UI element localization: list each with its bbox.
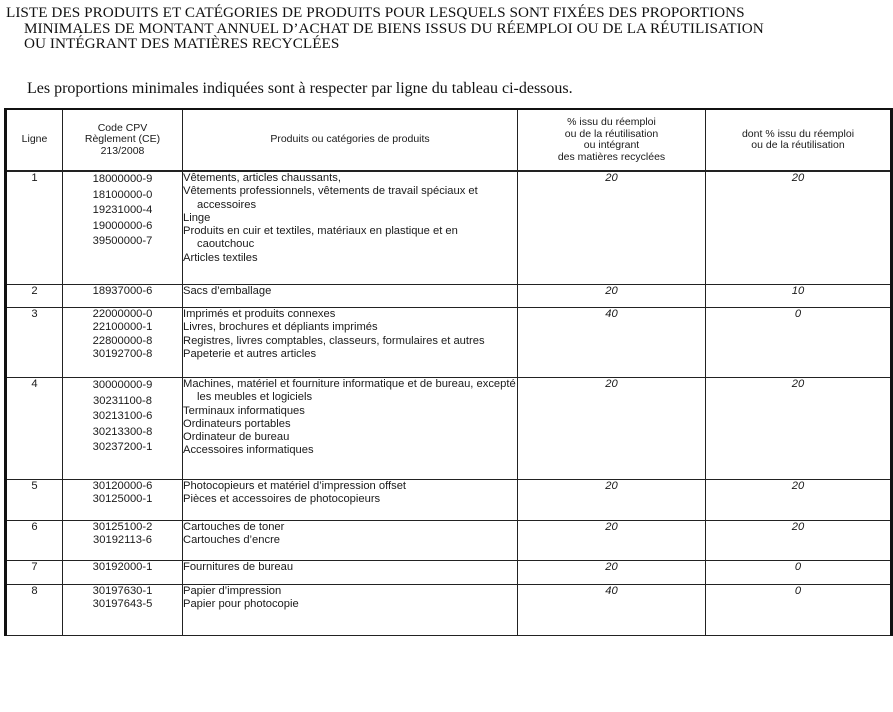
cell-pct-total: 20: [518, 480, 706, 521]
cell-codes: [63, 561, 183, 585]
product-item: Photocopieurs et matériel d’impression offset: [183, 480, 407, 492]
cell-codes: [63, 521, 183, 561]
cpv-code: 30213300-8: [92, 425, 153, 438]
cpv-code: 22000000-0: [92, 308, 153, 320]
cpv-code: 30237200-1: [92, 441, 153, 454]
cell-pct-reuse: 10: [706, 285, 892, 308]
table-row: [6, 521, 892, 561]
table-row: [6, 378, 892, 480]
cell-ligne: 2: [6, 285, 63, 308]
table-row: [6, 171, 892, 285]
header-line: ou de la réutilisation: [751, 139, 845, 151]
cell-pct-total: 20: [518, 285, 706, 308]
cpv-code: 22100000-1: [92, 321, 153, 334]
cpv-code: 30192000-1: [92, 561, 153, 573]
cpv-code: 30192113-6: [93, 534, 152, 547]
cpv-code: 19000000-6: [92, 219, 153, 232]
title-line: LISTE DES PRODUITS ET CATÉGORIES DE PRODUITS POUR LESQUELS SONT FIXÉES DES PROPORTIONS: [6, 4, 745, 21]
product-item: Pièces et accessoires de photocopieurs: [183, 493, 381, 506]
product-item: Papeterie et autres articles: [183, 347, 317, 360]
cpv-code: 30197643-5: [92, 598, 153, 611]
table-row: [6, 308, 892, 378]
product-item: Linge: [183, 211, 211, 224]
cpv-code: 30231100-8: [93, 394, 152, 407]
cell-pct-total: 20: [518, 521, 706, 561]
product-item: Machines, matériel et fourniture informatique et de bureau, excepté les meubles et logiciels: [183, 378, 516, 404]
product-item: Papier pour photocopie: [183, 598, 299, 611]
table-row: [6, 285, 892, 308]
cpv-code: 30000000-9: [92, 379, 153, 391]
cell-pct-reuse: 0: [706, 308, 892, 378]
product-item: Livres, brochures et dépliants imprimés: [183, 321, 378, 334]
cpv-code: 30120000-6: [92, 480, 153, 492]
cell-pct-total: 20: [518, 171, 706, 285]
cell-pct-reuse: 20: [706, 171, 892, 285]
cell-produits: [183, 171, 518, 285]
product-item: Vêtements professionnels, vêtements de travail spéciaux et accessoires: [183, 185, 478, 211]
cell-codes: [63, 378, 183, 480]
cell-pct-reuse: 0: [706, 561, 892, 585]
cpv-code: 30125100-2: [92, 521, 153, 533]
product-item: Cartouches d’encre: [183, 534, 281, 547]
cell-pct-reuse: 0: [706, 585, 892, 636]
table-row: [6, 585, 892, 636]
header-code-cpv: [63, 109, 183, 171]
title-line: MINIMALES DE MONTANT ANNUEL D’ACHAT DE BIENS ISSUS DU RÉEMPLOI OU DE LA RÉUTILISATION: [24, 19, 764, 37]
cell-ligne: 8: [6, 585, 63, 636]
cpv-code: 18000000-9: [92, 173, 153, 185]
header-produits: Produits ou catégories de produits: [183, 109, 518, 171]
cpv-code: 39500000-7: [92, 235, 153, 248]
header-pct-total: [518, 109, 706, 171]
cell-produits: [183, 308, 518, 378]
product-item: Ordinateur de bureau: [183, 431, 290, 444]
table-row: [6, 561, 892, 585]
cell-codes: [63, 480, 183, 521]
product-item: Accessoires informatiques: [183, 444, 314, 457]
products-table: [4, 108, 893, 636]
product-item: Fournitures de bureau: [183, 561, 294, 573]
cell-produits: [183, 561, 518, 585]
cpv-code: 18937000-6: [92, 285, 153, 297]
header-line: Code CPV: [97, 121, 148, 134]
product-item: Cartouches de toner: [183, 521, 285, 533]
cpv-code: 30197630-1: [92, 585, 153, 597]
cell-ligne: 3: [6, 308, 63, 378]
cell-produits: [183, 585, 518, 636]
cell-codes: [63, 585, 183, 636]
cell-pct-total: 40: [518, 585, 706, 636]
header-line: 213/2008: [100, 144, 145, 157]
cell-produits: [183, 480, 518, 521]
title-line: OU INTÉGRANT DES MATIÈRES RECYCLÉES: [24, 35, 340, 52]
cell-codes: [63, 285, 183, 308]
product-item: Imprimés et produits connexes: [183, 308, 336, 320]
document-title: [6, 5, 891, 52]
cpv-code: 30192700-8: [92, 347, 153, 360]
cell-ligne: 7: [6, 561, 63, 585]
product-item: Terminaux informatiques: [183, 404, 305, 417]
product-item: Sacs d’emballage: [183, 285, 272, 297]
cpv-code: 18100000-0: [92, 188, 153, 201]
cpv-code: 19231000-4: [92, 204, 153, 217]
header-row: [6, 109, 892, 171]
cell-ligne: 6: [6, 521, 63, 561]
cell-pct-total: 20: [518, 378, 706, 480]
header-line: % issu du réemploi: [567, 116, 656, 128]
cell-pct-total: 40: [518, 308, 706, 378]
table-body: [6, 171, 892, 636]
product-item: Papier d’impression: [183, 585, 282, 597]
cell-produits: [183, 285, 518, 308]
product-item: Produits en cuir et textiles, matériaux en plastique et en caoutchouc: [183, 225, 458, 251]
cell-produits: [183, 521, 518, 561]
cell-pct-total: 20: [518, 561, 706, 585]
header-line: des matières recyclées: [557, 150, 666, 163]
cell-pct-reuse: 20: [706, 521, 892, 561]
cell-pct-reuse: 20: [706, 378, 892, 480]
cpv-code: 30213100-6: [92, 410, 153, 423]
product-item: Vêtements, articles chaussants,: [183, 172, 341, 184]
table-row: [6, 480, 892, 521]
cell-pct-reuse: 20: [706, 480, 892, 521]
cpv-code: 22800000-8: [92, 334, 153, 347]
header-line: dont % issu du réemploi: [741, 127, 855, 140]
cell-ligne: 5: [6, 480, 63, 521]
header-line: Règlement (CE): [84, 133, 161, 146]
product-item: Registres, livres comptables, classeurs, formulaires et autres: [183, 334, 485, 347]
cell-codes: [63, 171, 183, 285]
header-line: ou de la réutilisation: [564, 127, 659, 140]
cell-codes: [63, 308, 183, 378]
header-ligne: Ligne: [6, 109, 63, 171]
product-item: Ordinateurs portables: [183, 417, 291, 430]
cell-ligne: 1: [6, 171, 63, 285]
product-item: Articles textiles: [183, 251, 258, 264]
header-line: ou intégrant: [583, 139, 640, 151]
intro-paragraph: Les proportions minimales indiquées sont à respecter par ligne du tableau ci-dessous.: [27, 80, 573, 97]
cpv-code: 30125000-1: [92, 493, 153, 506]
header-pct-reuse: [706, 109, 892, 171]
cell-produits: [183, 378, 518, 480]
cell-ligne: 4: [6, 378, 63, 480]
